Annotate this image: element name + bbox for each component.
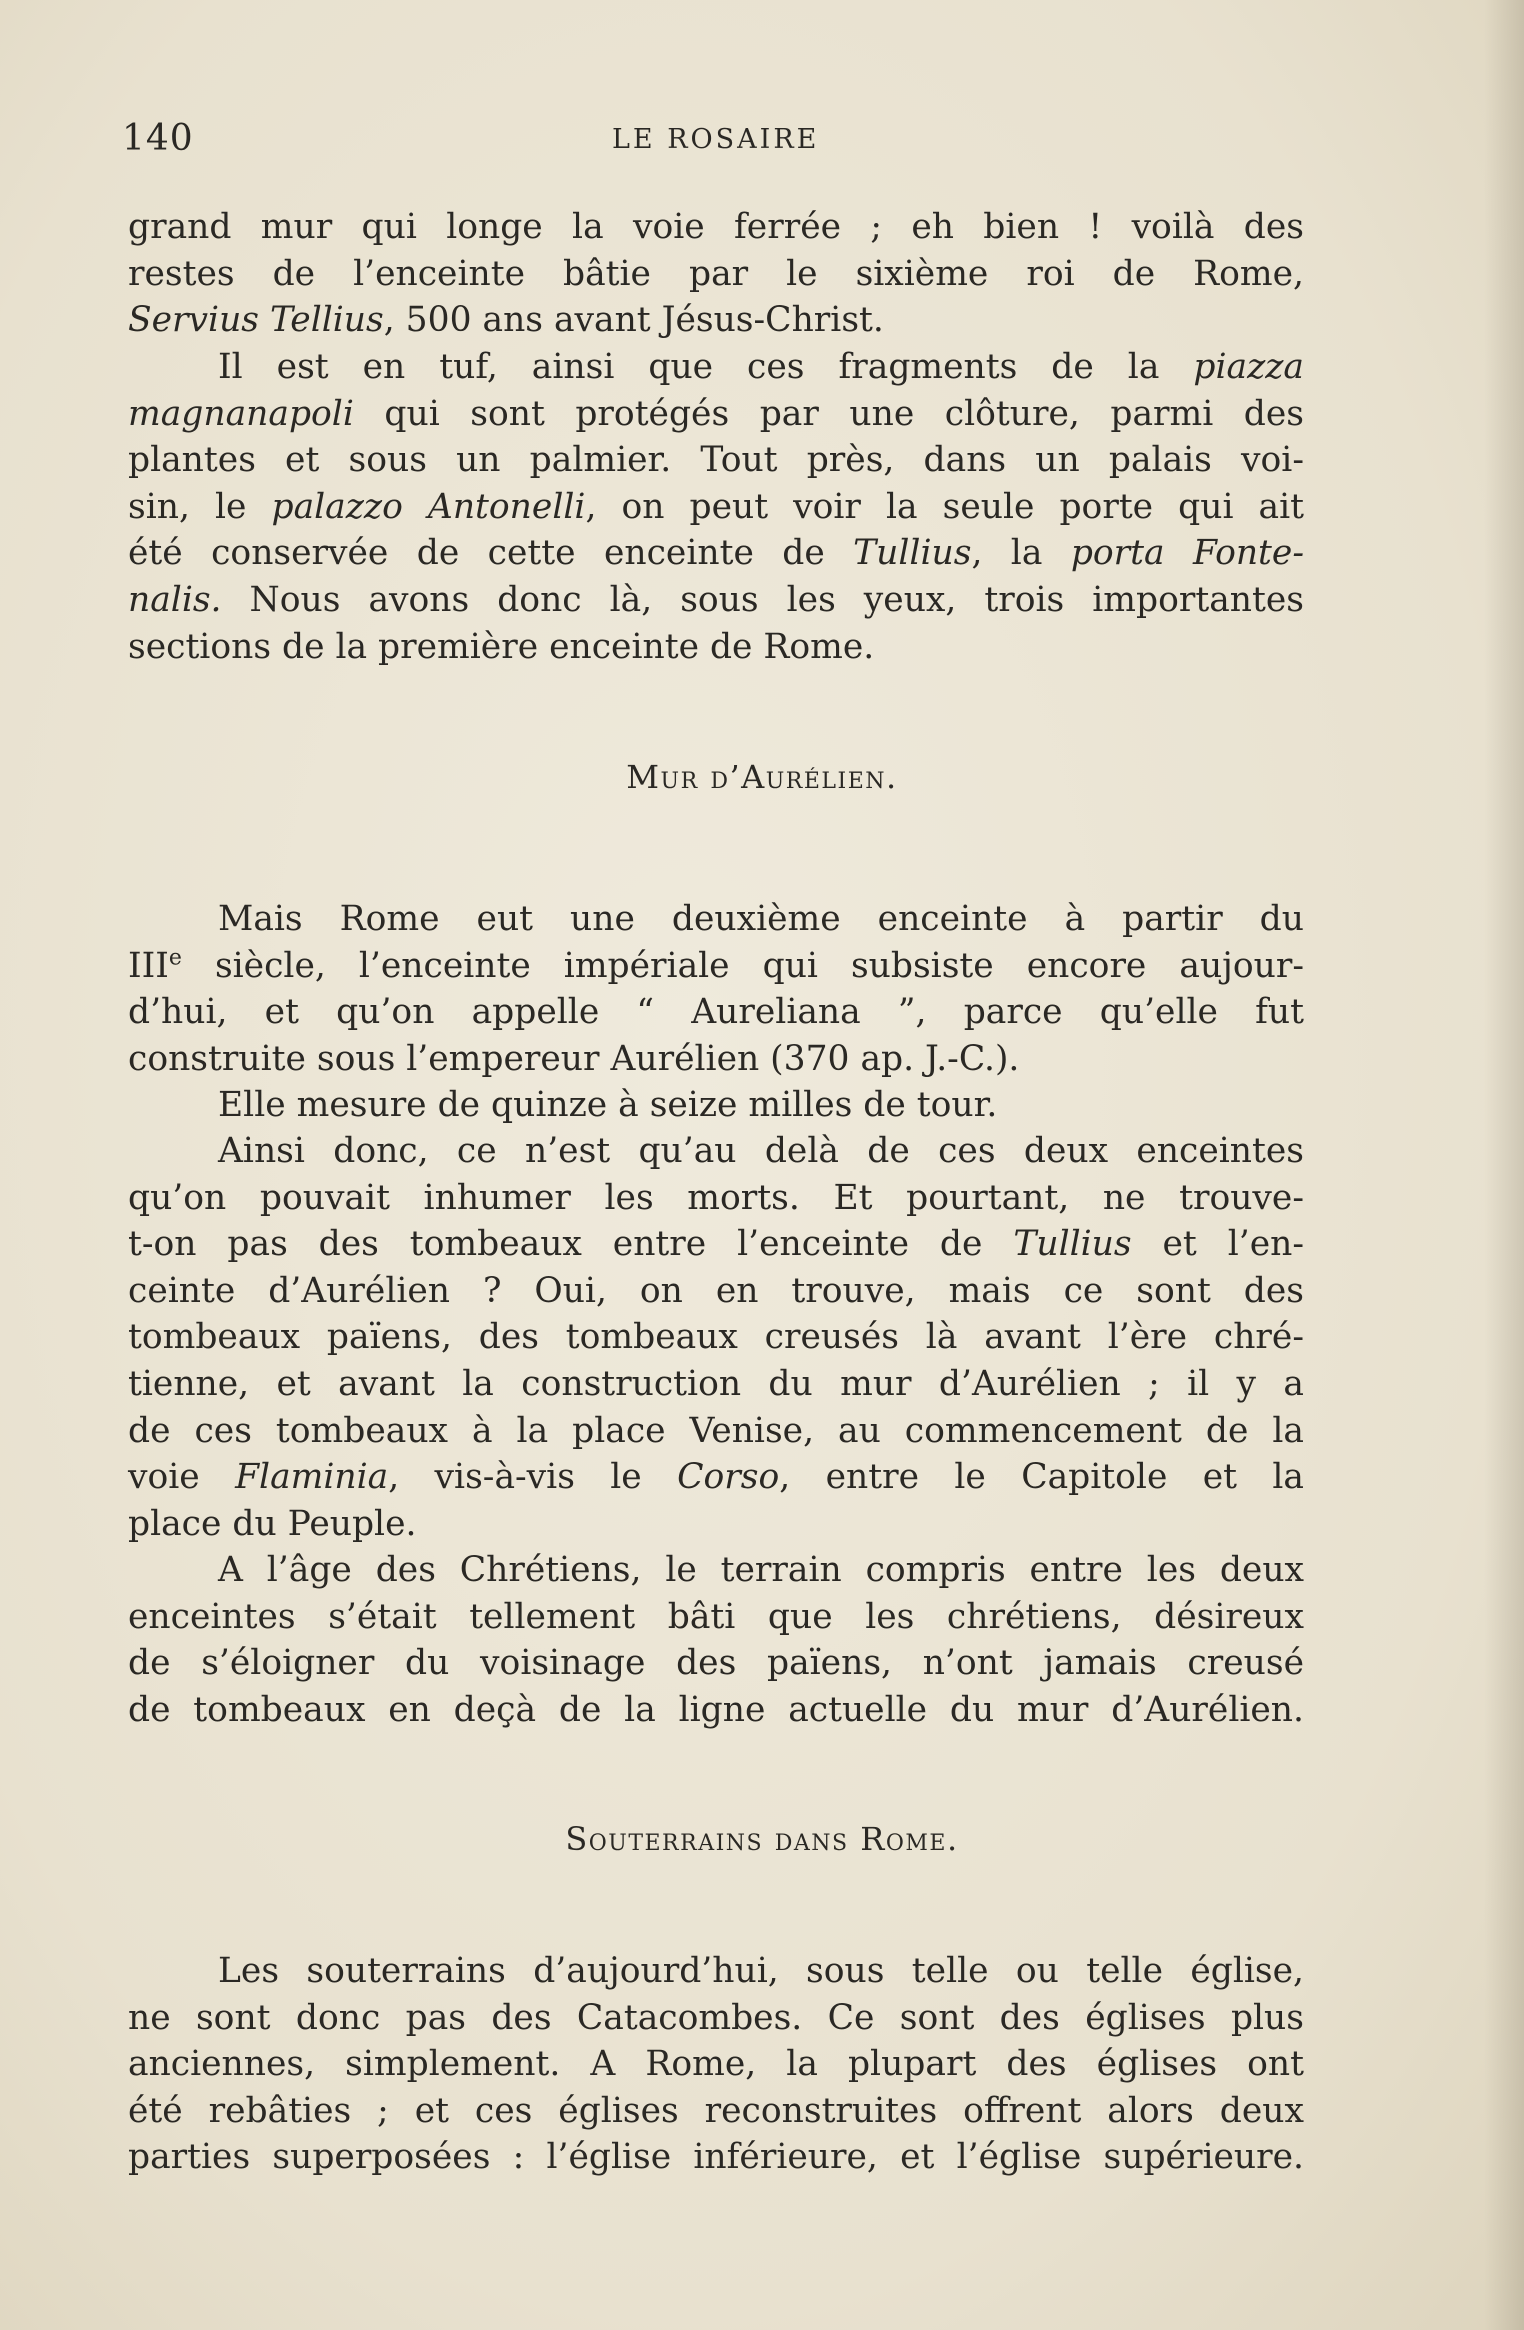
paragraph-6 [128,1547,1304,1733]
text-line: Mais Rome eut une deuxième enceinte à partir du [218,899,1304,939]
text-span: t-on pas des tombeaux entre l’enceinte de [128,1224,1014,1265]
italic-term: piazza [1193,347,1304,387]
italic-term: Flaminia [235,1457,389,1498]
text-line [128,391,1304,438]
text-line: grand mur qui longe la voie ferrée ; eh bien ! voilà des [128,207,1304,247]
text-line: été rebâties ; et ces églises reconstruites offrent alors deux [128,2090,1304,2131]
paragraph-4 [128,1082,1304,1129]
text-span: , vis-à-vis le [388,1457,678,1498]
text-span: siècle, l’enceinte impériale qui subsiste encore aujour- [181,945,1304,986]
italic-term: palazzo Antonelli [271,486,586,527]
paragraph-7 [128,1948,1304,2181]
text-line: qu’on pouvait inhumer les morts. Et pourtant, ne trouve- [128,1177,1304,1218]
text-line [128,1221,1304,1268]
text-line [128,1454,1304,1501]
text-line: ne sont donc pas des Catacombes. Ce sont des églises plus [128,1997,1304,2038]
italic-term: magnanapoli [128,393,354,434]
text-line: anciennes, simplement. A Rome, la plupart des églises ont [128,2044,1304,2085]
italic-term: Tullius [853,533,972,574]
text-span: Nous avons donc là, sous les yeux, trois importantes [221,579,1304,620]
running-title: LE ROSAIRE [612,124,820,155]
text-line: A l’âge des Chrétiens, le terrain compris entre les deux [218,1550,1304,1590]
text-line: Elle mesure de quinze à seize milles de tour. [218,1085,998,1125]
text-span: été conservée de cette enceinte de [128,533,854,574]
text-span: , 500 ans avant Jésus-Christ. [383,300,884,341]
text-line: de s’éloigner du voisinage des païens, n’ont jamais creusé [128,1643,1304,1684]
text-line: d’hui, et qu’on appelle “ Aureliana ”, parce qu’elle fut [128,992,1304,1033]
text-line [128,943,1304,990]
text-line: sections de la première enceinte de Rome. [128,626,875,667]
text-line: parties superposées : l’église inférieure, et l’église supérieure. [128,2137,1304,2178]
text-span: Il est en tuf, ainsi que ces fragments de la [218,347,1194,387]
text-line [128,530,1304,577]
text-line [128,577,1304,624]
text-span: sin, le [128,486,272,527]
text-line: Ainsi donc, ce n’est qu’au delà de ces deux enceintes [218,1131,1304,1171]
text-line [128,297,1304,344]
text-span: et l’en- [1131,1224,1304,1265]
text-line: ceinte d’Aurélien ? Oui, on en trouve, mais ce sont des [128,1270,1304,1311]
paragraph-5 [128,1128,1304,1547]
paragraph-1 [128,204,1304,344]
text-span: , la [971,533,1071,574]
text-span: , entre le Capitole et la [779,1457,1304,1498]
paragraph-2 [128,344,1304,670]
text-line: plantes et sous un palmier. Tout près, dans un palais voi- [128,440,1304,481]
text-span: III [128,945,169,986]
page-edge-shadow [1484,0,1524,2330]
text-line: restes de l’enceinte bâtie par le sixième roi de Rome, [128,253,1304,294]
section-heading-mur-aurelien: Mur d’Aurélien. [626,758,898,796]
paragraph-3 [128,896,1304,1082]
text-line: construite sous l’empereur Aurélien (370 ap. J.-C.). [128,1038,1020,1079]
text-line: de tombeaux en deçà de la ligne actuelle du mur d’Aurélien. [128,1689,1304,1730]
page-number: 140 [122,118,194,159]
text-line [128,344,1304,391]
section-heading-souterrains: Souterrains dans Rome. [565,1820,959,1858]
text-line: tombeaux païens, des tombeaux creusés là avant l’ère chré- [128,1317,1304,1358]
text-span: qui sont protégés par une clôture, parmi des [353,393,1304,434]
italic-term: Corso [677,1457,780,1498]
italic-term: Tullius [1013,1224,1132,1265]
superscript: e [168,945,182,971]
text-line [128,484,1304,531]
text-span: voie [128,1457,236,1498]
text-line: place du Peuple. [128,1503,417,1544]
italic-term: nalis. [128,579,222,620]
text-span: , on peut voir la seule porte qui ait [585,486,1305,527]
text-line: Les souterrains d’aujourd’hui, sous telle ou telle église, [218,1951,1304,1991]
text-line: enceintes s’était tellement bâti que les chrétiens, désireux [128,1596,1304,1637]
italic-name: Servius Tellius [128,300,384,341]
text-line: de ces tombeaux à la place Venise, au commencement de la [128,1410,1304,1451]
italic-term: porta Fonte- [1070,533,1304,574]
text-line: tienne, et avant la construction du mur d’Aurélien ; il y a [128,1363,1304,1404]
